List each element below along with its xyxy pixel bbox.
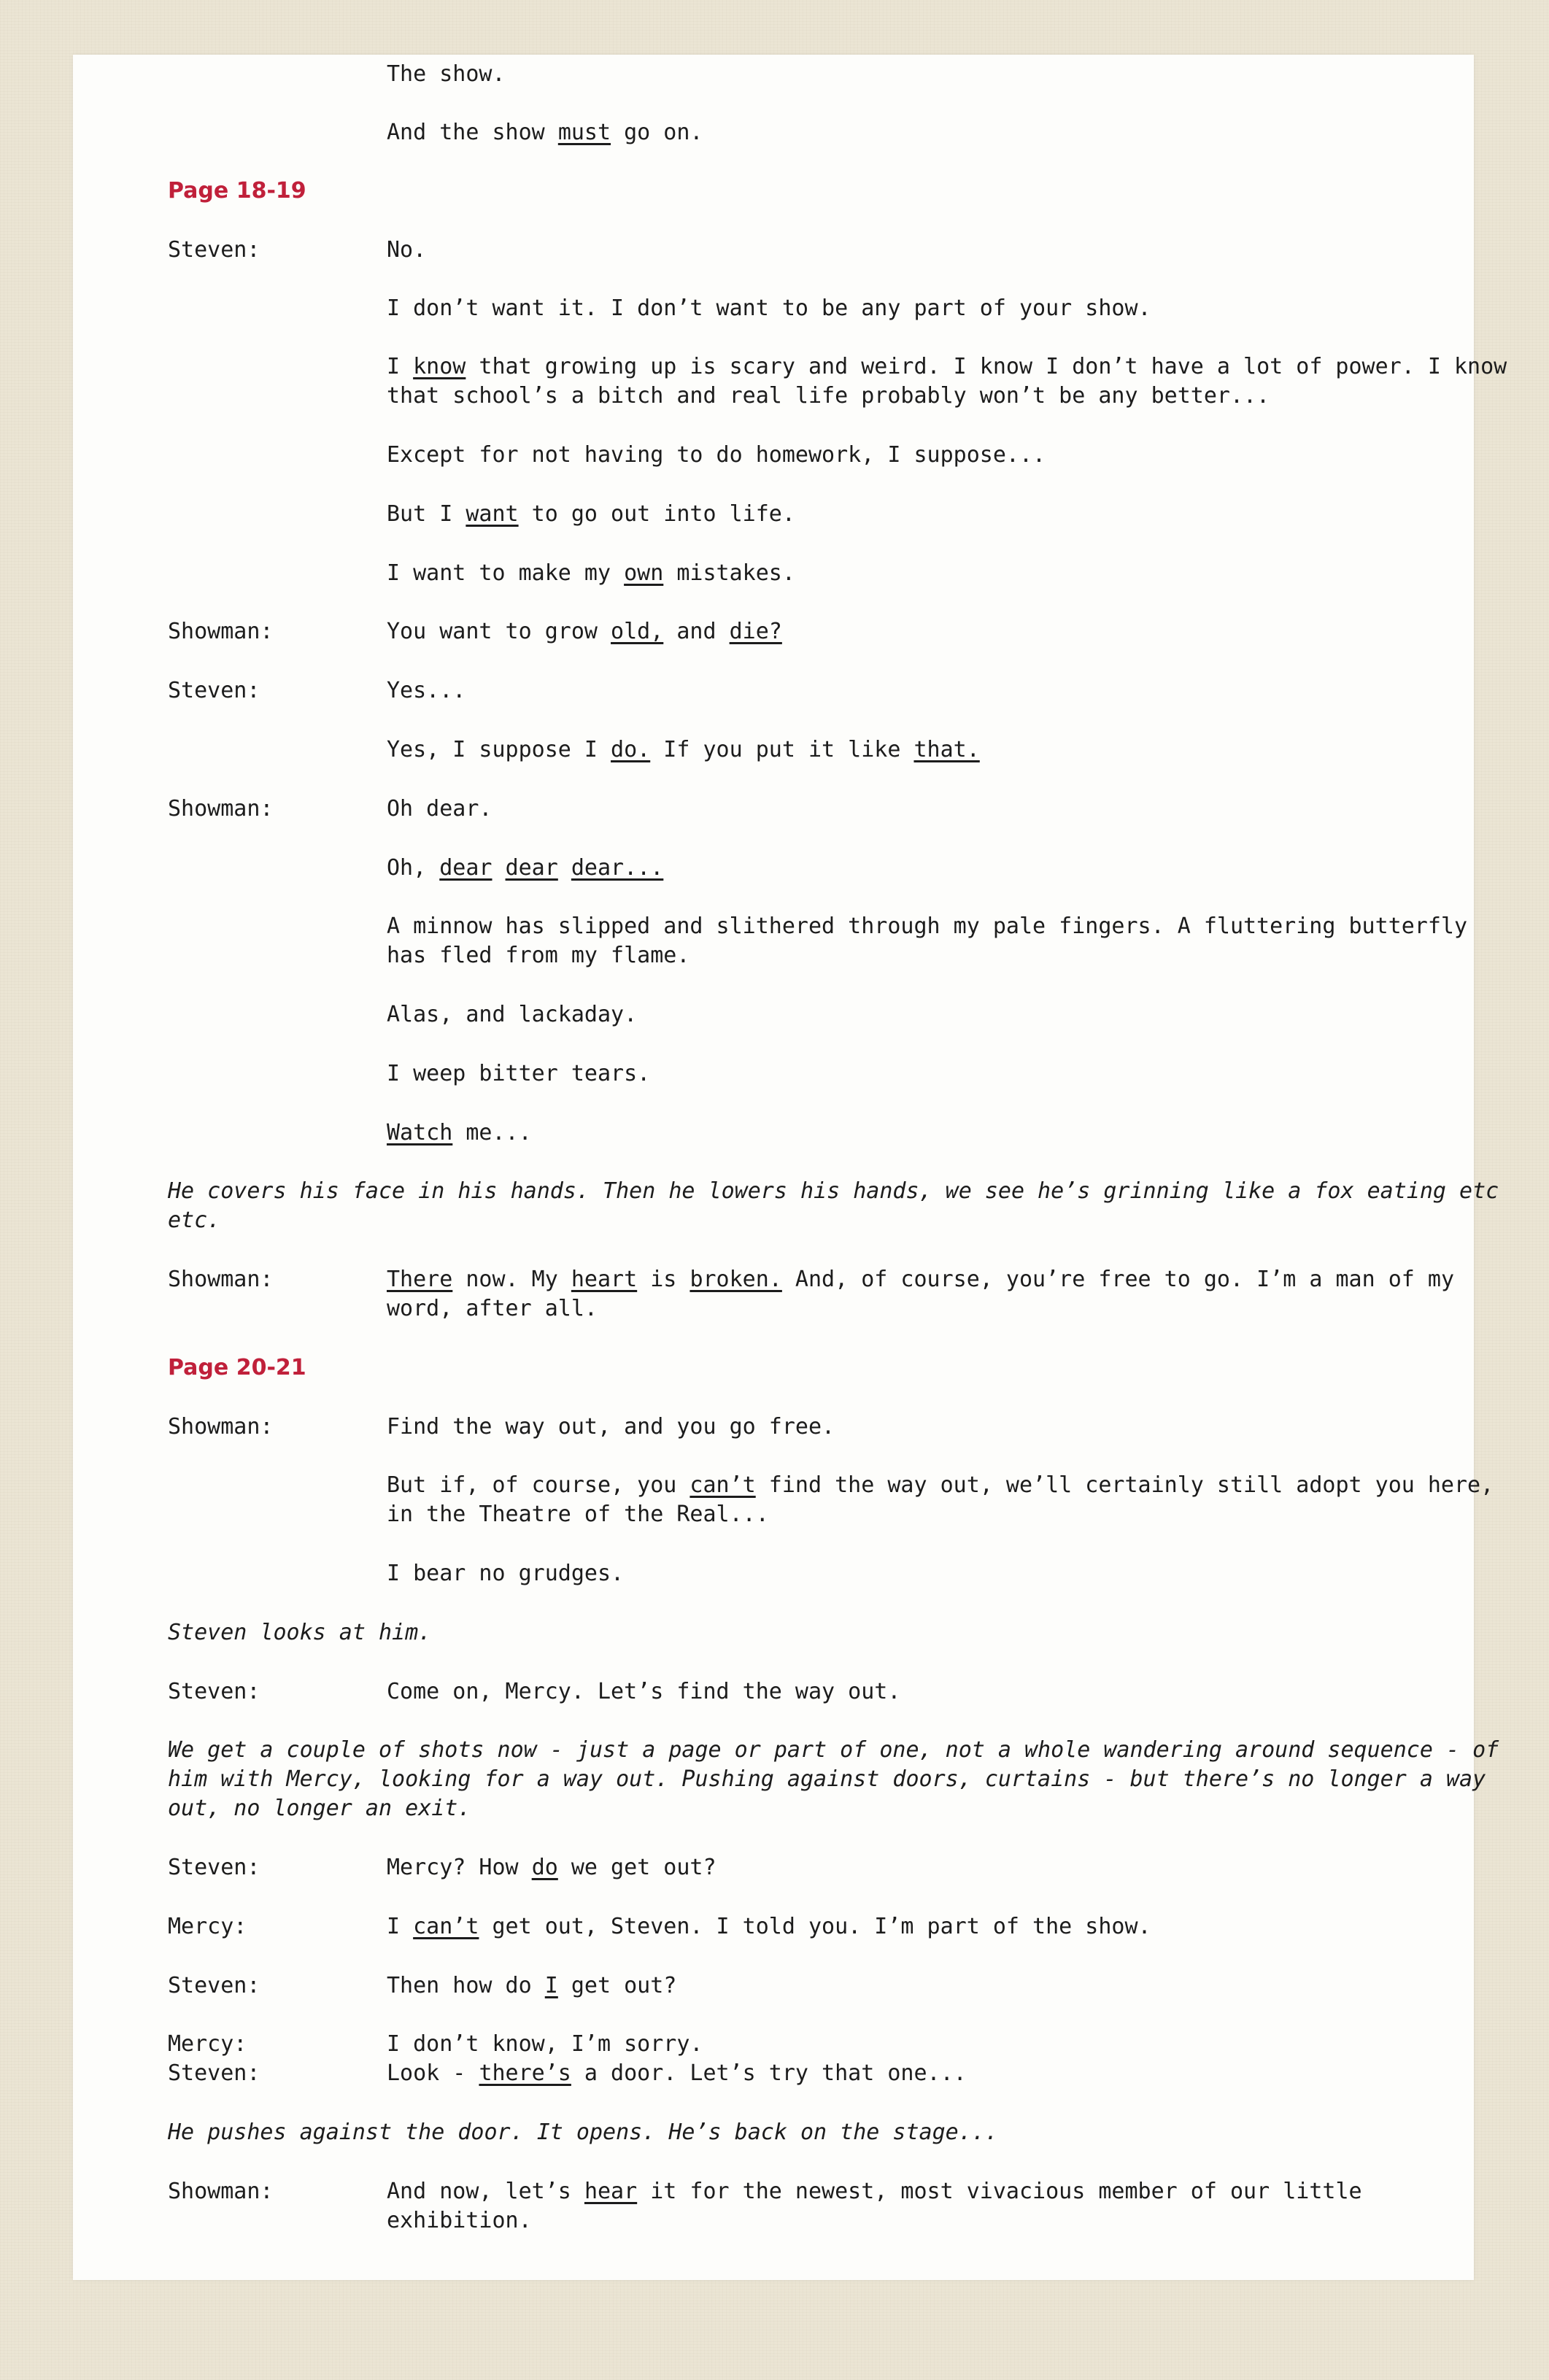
emphasized-word: die? (729, 619, 782, 644)
text-run: I don’t know, I’m sorry. (387, 2031, 703, 2057)
action-line: Steven looks at him. (168, 1620, 432, 1645)
text-run: has fled from my flame. (387, 943, 690, 968)
script-page (73, 55, 1507, 2280)
text-run: I (387, 1914, 414, 1939)
emphasized-word: must (557, 120, 611, 145)
dialogue-text (387, 1059, 650, 1089)
text-run: Oh, (387, 855, 440, 881)
text-run: And, of course, you’re free to go. I’m a man of my (781, 1267, 1455, 1292)
emphasized-word: dear (505, 855, 558, 881)
speaker-name: Showman: (168, 1267, 274, 1292)
emphasized-word: old, (611, 619, 664, 644)
action-line: We get a couple of shots now - just a page or part of one, not a whole wandering around sequence - of (168, 1737, 1499, 1763)
dialogue-text (387, 294, 1151, 323)
text-run: And the show (387, 120, 558, 145)
dialogue-text (387, 382, 1270, 411)
emphasized-word: I (544, 1973, 558, 1998)
emphasized-word: Watch (387, 1120, 453, 1145)
text-run: is (637, 1267, 690, 1292)
dialogue-text (387, 2177, 1362, 2206)
action-line: out, no longer an exit. (168, 1796, 471, 1821)
dialogue-text (387, 60, 506, 89)
text-run: The show. (387, 61, 506, 87)
dialogue-text (387, 617, 782, 646)
speaker-name: Steven: (168, 678, 260, 703)
dialogue-text (387, 854, 663, 883)
text-run: we get out? (557, 1855, 716, 1880)
speaker-name: Mercy: (168, 1914, 247, 1939)
text-run: get out, Steven. I told you. I’m part of the show. (479, 1914, 1151, 1939)
action-line: He pushes against the door. It opens. He’s back on the stage... (168, 2120, 998, 2145)
dialogue-text (387, 2206, 532, 2236)
dialogue-text (387, 1677, 900, 1707)
text-run: go on. (611, 120, 703, 145)
text-run: that school’s a bitch and real life probably won’t be any better... (387, 383, 1270, 409)
dialogue-text (387, 1853, 716, 1882)
speaker-name: Showman: (168, 619, 274, 644)
text-run: Except for not having to do homework, I suppose... (387, 442, 1046, 468)
text-run: No. (387, 237, 427, 263)
text-run: and (663, 619, 730, 644)
dialogue-text (387, 500, 795, 529)
text-run: I want to make my (387, 560, 625, 586)
dialogue-text (387, 941, 689, 970)
dialogue-text (387, 1912, 1151, 1942)
dialogue-text (387, 2059, 967, 2088)
dialogue-text (387, 1413, 835, 1442)
text-run: I weep bitter tears. (387, 1061, 651, 1086)
emphasized-word: can’t (413, 1914, 479, 1939)
emphasized-word: hear (584, 2179, 638, 2204)
text-run: But I (387, 501, 466, 527)
text-run: it for the newest, most vivacious member of our little (637, 2179, 1362, 2204)
text-run: I don’t want it. I don’t want to be any part of your show. (387, 295, 1151, 321)
speaker-name: Showman: (168, 1414, 274, 1440)
text-run: Alas, and lackaday. (387, 1002, 638, 1027)
emphasized-word: do (531, 1855, 558, 1880)
dialogue-text (387, 1294, 598, 1324)
dialogue-text (387, 352, 1507, 382)
text-run: Look - (387, 2060, 479, 2086)
text-run: A minnow has slipped and slithered through my pale fingers. A fluttering butterfly (387, 913, 1468, 939)
text-run: find the way out, we’ll certainly still adopt you here, (755, 1472, 1494, 1498)
text-run: a door. Let’s try that one... (571, 2060, 967, 2086)
dialogue-text (387, 1971, 676, 2001)
action-line: him with Mercy, looking for a way out. Pushing against doors, curtains - but there’s no longer a way (168, 1766, 1486, 1792)
text-run: exhibition. (387, 2208, 532, 2233)
emphasized-word: broken. (689, 1267, 782, 1292)
emphasized-word: dear (439, 855, 492, 881)
emphasized-word: dear... (571, 855, 664, 881)
emphasized-word: can’t (689, 1472, 756, 1498)
dialogue-text (387, 441, 1046, 470)
dialogue-text (387, 912, 1467, 941)
speaker-name: Showman: (168, 2179, 274, 2204)
dialogue-text (387, 1118, 532, 1148)
emphasized-word: that. (913, 737, 980, 762)
text-run: You want to grow (387, 619, 611, 644)
text-run: word, after all. (387, 1296, 598, 1321)
text-run: mistakes. (663, 560, 795, 586)
text-run: Come on, Mercy. Let’s find the way out. (387, 1679, 901, 1704)
speaker-name: Showman: (168, 796, 274, 822)
dialogue-text (387, 236, 426, 265)
emphasized-word: do. (611, 737, 651, 762)
emphasized-word: There (387, 1267, 453, 1292)
speaker-name: Steven: (168, 1855, 260, 1880)
dialogue-text (387, 1471, 1494, 1500)
dialogue-text (387, 735, 980, 765)
text-run (558, 855, 571, 881)
text-run: in the Theatre of the Real... (387, 1502, 769, 1527)
emphasized-word: own (624, 560, 664, 586)
text-run: that growing up is scary and weird. I know I don’t have a lot of power. I know (466, 354, 1507, 379)
dialogue-text (387, 118, 703, 147)
text-run: now. My (452, 1267, 571, 1292)
emphasized-word: there’s (479, 2060, 571, 2086)
action-line: He covers his face in his hands. Then he lowers his hands, we see he’s grinning like a fox eating etc (168, 1178, 1499, 1204)
text-run: I (387, 354, 414, 379)
dialogue-text (387, 1500, 769, 1529)
text-run: Mercy? How (387, 1855, 532, 1880)
speaker-name: Steven: (168, 1679, 260, 1704)
text-run: Yes... (387, 678, 466, 703)
text-run: Then how do (387, 1973, 545, 1998)
speaker-name: Mercy: (168, 2031, 247, 2057)
text-run: Yes, I suppose I (387, 737, 611, 762)
text-run: And now, let’s (387, 2179, 584, 2204)
page-heading: Page 20-21 (168, 1355, 306, 1380)
speaker-name: Steven: (168, 2060, 260, 2086)
text-run: me... (452, 1120, 532, 1145)
page-heading: Page 18-19 (168, 178, 306, 204)
text-run: I bear no grudges. (387, 1561, 625, 1586)
dialogue-text (387, 2030, 703, 2059)
dialogue-text (387, 1559, 624, 1588)
text-run: to go out into life. (518, 501, 795, 527)
text-run: Oh dear. (387, 796, 492, 822)
dialogue-text (387, 676, 466, 706)
dialogue-text (387, 1265, 1454, 1294)
text-run: But if, of course, you (387, 1472, 690, 1498)
text-run (492, 855, 506, 881)
text-run: Find the way out, and you go free. (387, 1414, 835, 1440)
text-run: get out? (557, 1973, 677, 1998)
speaker-name: Steven: (168, 1973, 260, 1998)
dialogue-text (387, 795, 492, 824)
emphasized-word: want (466, 501, 519, 527)
action-line: etc. (168, 1208, 221, 1233)
speaker-name: Steven: (168, 237, 260, 263)
text-run: If you put it like (650, 737, 914, 762)
emphasized-word: heart (571, 1267, 638, 1292)
dialogue-text (387, 1000, 637, 1029)
emphasized-word: know (413, 354, 466, 379)
dialogue-text (387, 559, 795, 588)
